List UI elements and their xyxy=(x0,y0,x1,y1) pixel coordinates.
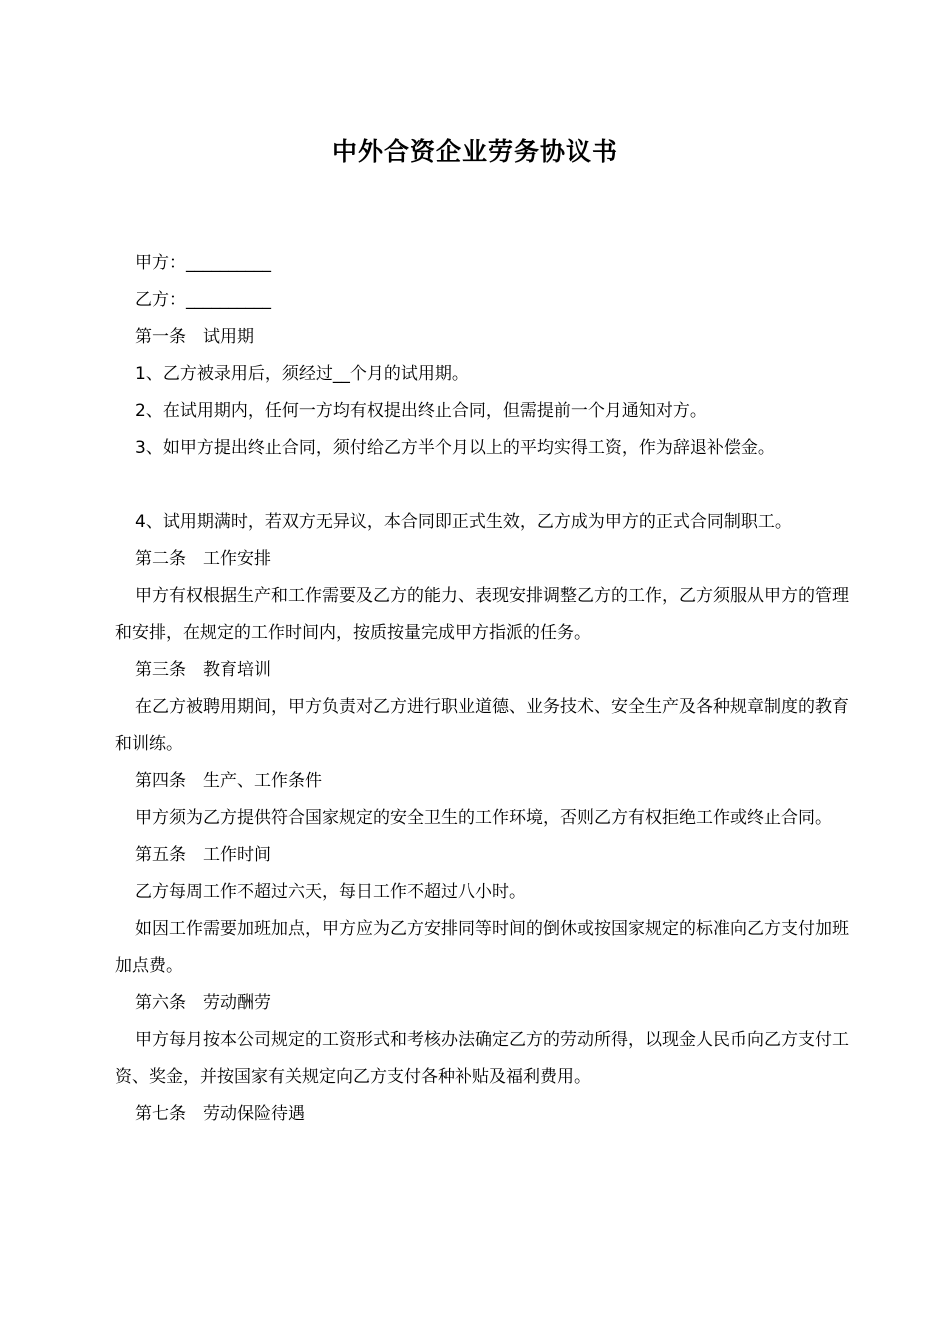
article-2-text: 甲方有权根据生产和工作需要及乙方的能力、表现安排调整乙方的工作，乙方须服从甲方的管理和安排，在规定的工作时间内，按质按量完成甲方指派的任务。 xyxy=(115,586,849,643)
article-7-heading: 第七条 劳动保险待遇 xyxy=(135,1104,305,1124)
article-1-clause-3: 3、如甲方提出终止合同，须付给乙方半个月以上的平均实得工资，作为辞退补偿金。 xyxy=(135,438,775,458)
article-6-text: 甲方每月按本公司规定的工资形式和考核办法确定乙方的劳动所得，以现金人民币向乙方支付工资、奖金，并按国家有关规定向乙方支付各种补贴及福利费用。 xyxy=(115,1030,849,1087)
article-4-text: 甲方须为乙方提供符合国家规定的安全卫生的工作环境，否则乙方有权拒绝工作或终止合同。 xyxy=(135,808,832,828)
article-1-heading: 第一条 试用期 xyxy=(135,327,254,347)
party-b-line: 乙方：__________ xyxy=(135,290,271,310)
article-3-heading: 第三条 教育培训 xyxy=(135,660,271,680)
article-5-text-2: 如因工作需要加班加点，甲方应为乙方安排同等时间的倒休或按国家规定的标准向乙方支付加班加点费。 xyxy=(115,919,849,976)
article-5-heading: 第五条 工作时间 xyxy=(135,845,271,865)
article-6-heading: 第六条 劳动酬劳 xyxy=(135,993,271,1013)
document-title: 中外合资企业劳务协议书 xyxy=(331,137,618,166)
paragraph-gap xyxy=(115,467,850,504)
document-body xyxy=(115,245,850,1133)
article-1-clause-2: 2、在试用期内，任何一方均有权提出终止合同，但需提前一个月通知对方。 xyxy=(135,401,707,421)
article-3-text: 在乙方被聘用期间，甲方负责对乙方进行职业道德、业务技术、安全生产及各种规章制度的教育和训练。 xyxy=(115,697,849,754)
article-5-text-1: 乙方每周工作不超过六天，每日工作不超过八小时。 xyxy=(135,882,526,902)
article-2-heading: 第二条 工作安排 xyxy=(135,549,271,569)
party-a-line: 甲方：__________ xyxy=(135,253,271,273)
article-1-clause-1: 1、乙方被录用后，须经过__个月的试用期。 xyxy=(135,364,469,384)
article-1-clause-4: 4、试用期满时，若双方无异议，本合同即正式生效，乙方成为甲方的正式合同制职工。 xyxy=(135,512,792,532)
article-4-heading: 第四条 生产、工作条件 xyxy=(135,771,322,791)
